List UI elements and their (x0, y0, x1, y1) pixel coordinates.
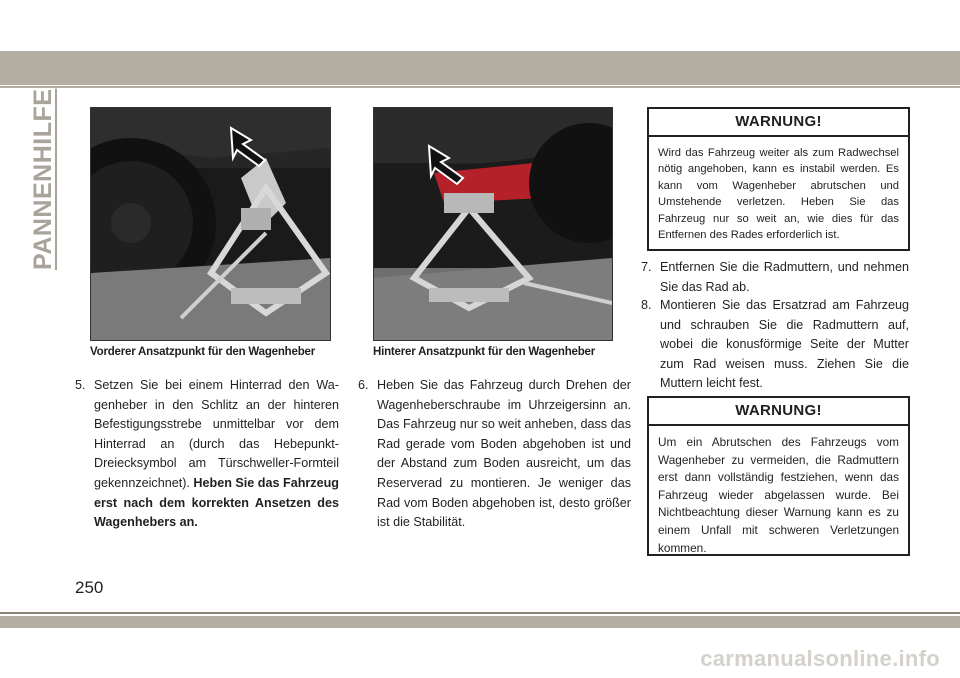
step-number: 7. (641, 260, 652, 274)
step-number: 5. (75, 378, 86, 392)
watermark: carmanualsonline.info (700, 646, 940, 671)
step-5 (75, 376, 339, 533)
warning-box-lug-nuts (647, 396, 910, 556)
step-8 (641, 296, 909, 394)
footer-band (0, 616, 960, 628)
warning-text: Um ein Abrutschen des Fahrzeugs vom Wagenheber zu vermeiden, die Radmuttern erst dann vollständig festziehen, wenn das Fahrzeug wieder abgelassen wurde. Bei Nichtbeachtung dieser Warnung kann es zu einem Unfall mit schweren Verletzungen kommen. (658, 435, 899, 555)
step-6 (358, 376, 631, 533)
header-rule (0, 86, 960, 88)
warning-title: WARNUNG! (649, 398, 908, 426)
step-bold-note: Heben Sie das Fahrzeug erst nach dem korrekten Ansetzen des Wagenhebers an. (94, 475, 339, 530)
step-text: Montieren Sie das Ersatzrad am Fahrzeug und schrauben Sie die Radmuttern auf, wobei die konusförmige Seite der Mutter zum Rad weisen muss. Ziehen Sie die Muttern leicht fest. (660, 298, 909, 391)
page-number: 250 (75, 578, 104, 597)
step-text: Entfernen Sie die Radmuttern, und nehmen Sie das Rad ab. (660, 260, 909, 294)
warning-title: WARNUNG! (649, 109, 908, 137)
step-text: Heben Sie das Fahrzeug durch Drehen der Wagenheberschraube im Uhrzeigersinn an. Das Fahrzeug nur so weit anheben, dass das Rad gerade vom Boden abgehoben ist und der Abstand zum Boden ausreicht, um das Reserverad zu montieren. Je weniger das Rad vom Boden abgehoben ist, desto größer ist die Stabilität. (377, 378, 631, 530)
front-jack-point-photo (90, 107, 331, 341)
step-body-text: Setzen Sie bei einem Hinterrad den Wagenheber in den Schlitz an der hinteren Befestigungsstrebe unmittelbar vor dem Hinterrad an (durch das Hebepunkt-Dreiecksymbol am Türschweller-Formteil gekennzeichnet). (94, 378, 339, 490)
rear-jack-point-photo (373, 107, 613, 341)
figure-caption-front: Vorderer Ansatzpunkt für den Wagenheber (90, 346, 315, 358)
figure-caption-rear: Hinterer Ansatzpunkt für den Wagenheber (373, 346, 596, 358)
warning-text: Wird das Fahrzeug weiter als zum Radwechsel nötig angehoben, kann es instabil werden. Es kann vom Wagenheber abrutschen und Umstehende verletzen. Heben Sie das Fahrzeug nur so weit an, wie dies für das Entfernen des Rades erforderlich ist. (658, 147, 899, 242)
section-side-title: PANNENHILFE (29, 88, 57, 270)
step-number: 8. (641, 298, 652, 312)
step-text (94, 376, 339, 533)
header-band (0, 51, 960, 85)
warning-box-lift-height (647, 107, 910, 251)
step-7 (641, 258, 909, 297)
footer-rule (0, 612, 960, 614)
step-number: 6. (358, 378, 369, 392)
